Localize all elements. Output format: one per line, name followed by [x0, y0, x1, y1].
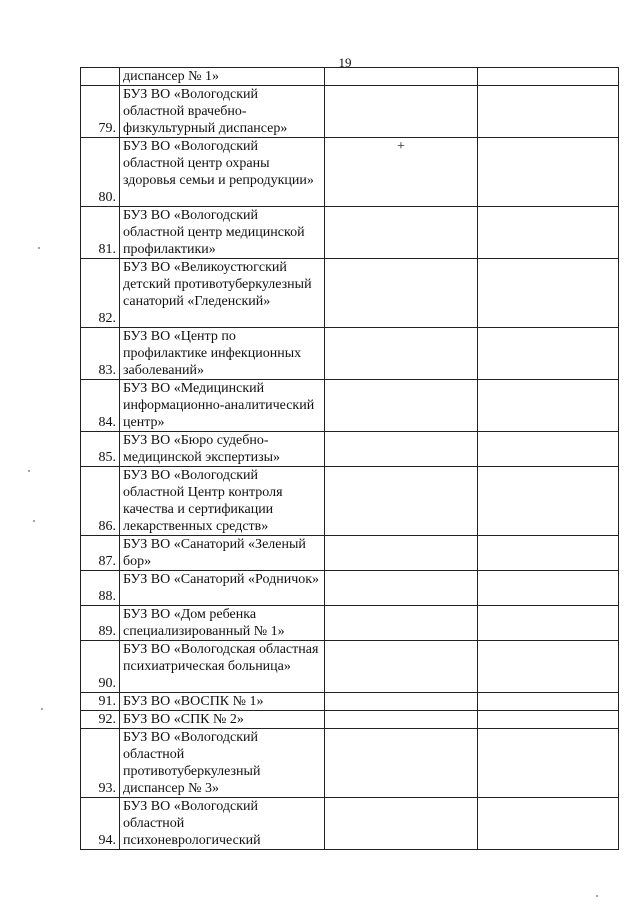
second-mark-cell	[478, 207, 619, 259]
second-mark-cell	[478, 68, 619, 86]
mark-cell	[325, 259, 478, 328]
institution-name-cell: диспансер № 1»	[120, 68, 325, 86]
row-number-cell: 84.	[81, 380, 120, 432]
table-row	[81, 571, 619, 606]
institution-name-cell: БУЗ ВО «ВОСПК № 1»	[120, 693, 325, 711]
table-row	[81, 729, 619, 798]
institution-name-cell: БУЗ ВО «Вологодский областной центр охраны здоровья семьи и репродукции»	[120, 138, 325, 207]
institution-name-cell: БУЗ ВО «Медицинский информационно-аналитический центр»	[120, 380, 325, 432]
scan-speck	[28, 470, 30, 472]
row-number-cell: 89.	[81, 606, 120, 641]
table-row	[81, 641, 619, 693]
second-mark-cell	[478, 467, 619, 536]
mark-cell	[325, 207, 478, 259]
page-number: 19	[338, 55, 352, 70]
second-mark-cell	[478, 693, 619, 711]
mark-cell	[325, 536, 478, 571]
mark-cell	[325, 606, 478, 641]
table-row	[81, 467, 619, 536]
institution-name-cell: БУЗ ВО «Санаторий «Родничок»	[120, 571, 325, 606]
row-number-cell: 91.	[81, 693, 120, 711]
table-row	[81, 328, 619, 380]
institution-name-cell: БУЗ ВО «Центр по профилактике инфекционных заболеваний»	[120, 328, 325, 380]
mark-cell	[325, 432, 478, 467]
second-mark-cell	[478, 138, 619, 207]
second-mark-cell	[478, 798, 619, 850]
row-number-cell: 93.	[81, 729, 120, 798]
institution-name-cell: БУЗ ВО «Вологодский областной психоневрологический	[120, 798, 325, 850]
row-number-cell	[81, 68, 120, 86]
institution-name-cell: БУЗ ВО «СПК № 2»	[120, 711, 325, 729]
institutions-table-body	[81, 68, 619, 850]
second-mark-cell	[478, 641, 619, 693]
mark-cell	[325, 68, 478, 86]
second-mark-cell	[478, 328, 619, 380]
scan-speck	[596, 895, 598, 897]
row-number-cell: 79.	[81, 86, 120, 138]
mark-cell	[325, 641, 478, 693]
second-mark-cell	[478, 259, 619, 328]
second-mark-cell	[478, 86, 619, 138]
row-number-cell: 87.	[81, 536, 120, 571]
institution-name-cell: БУЗ ВО «Бюро судебно-медицинской экспертизы»	[120, 432, 325, 467]
institutions-table	[80, 67, 619, 850]
second-mark-cell	[478, 536, 619, 571]
table-row	[81, 207, 619, 259]
scan-speck	[41, 708, 43, 710]
institution-name-cell: БУЗ ВО «Вологодский областной противотуберкулезный диспансер № 3»	[120, 729, 325, 798]
table-row	[81, 138, 619, 207]
row-number-cell: 80.	[81, 138, 120, 207]
mark-cell	[325, 467, 478, 536]
table-row	[81, 380, 619, 432]
mark-cell	[325, 571, 478, 606]
table-row	[81, 798, 619, 850]
table-row	[81, 432, 619, 467]
scan-speck	[33, 520, 35, 522]
table-row	[81, 536, 619, 571]
table-row	[81, 68, 619, 86]
table-row	[81, 711, 619, 729]
row-number-cell: 82.	[81, 259, 120, 328]
row-number-cell: 88.	[81, 571, 120, 606]
mark-cell	[325, 711, 478, 729]
row-number-cell: 85.	[81, 432, 120, 467]
table-row	[81, 606, 619, 641]
table-row	[81, 693, 619, 711]
mark-cell	[325, 729, 478, 798]
row-number-cell: 81.	[81, 207, 120, 259]
institution-name-cell: БУЗ ВО «Санаторий «Зеленый бор»	[120, 536, 325, 571]
mark-cell	[325, 328, 478, 380]
institution-name-cell: БУЗ ВО «Вологодский областной врачебно-физкультурный диспансер»	[120, 86, 325, 138]
table-row	[81, 259, 619, 328]
row-number-cell: 86.	[81, 467, 120, 536]
institution-name-cell: БУЗ ВО «Великоустюгский детский противотуберкулезный санаторий «Гледенский»	[120, 259, 325, 328]
institution-name-cell: БУЗ ВО «Вологодский областной центр медицинской профилактики»	[120, 207, 325, 259]
row-number-cell: 92.	[81, 711, 120, 729]
mark-cell	[325, 798, 478, 850]
row-number-cell: 94.	[81, 798, 120, 850]
institution-name-cell: БУЗ ВО «Вологодский областной Центр контроля качества и сертификации лекарственных средств»	[120, 467, 325, 536]
second-mark-cell	[478, 380, 619, 432]
mark-cell	[325, 86, 478, 138]
mark-cell	[325, 380, 478, 432]
institution-name-cell: БУЗ ВО «Вологодская областная психиатрическая больница»	[120, 641, 325, 693]
row-number-cell: 83.	[81, 328, 120, 380]
mark-cell: +	[325, 138, 478, 207]
second-mark-cell	[478, 711, 619, 729]
second-mark-cell	[478, 571, 619, 606]
row-number-cell: 90.	[81, 641, 120, 693]
table-row	[81, 86, 619, 138]
scan-speck	[38, 247, 40, 249]
second-mark-cell	[478, 432, 619, 467]
second-mark-cell	[478, 729, 619, 798]
institution-name-cell: БУЗ ВО «Дом ребенка специализированный № 1»	[120, 606, 325, 641]
second-mark-cell	[478, 606, 619, 641]
mark-cell	[325, 693, 478, 711]
